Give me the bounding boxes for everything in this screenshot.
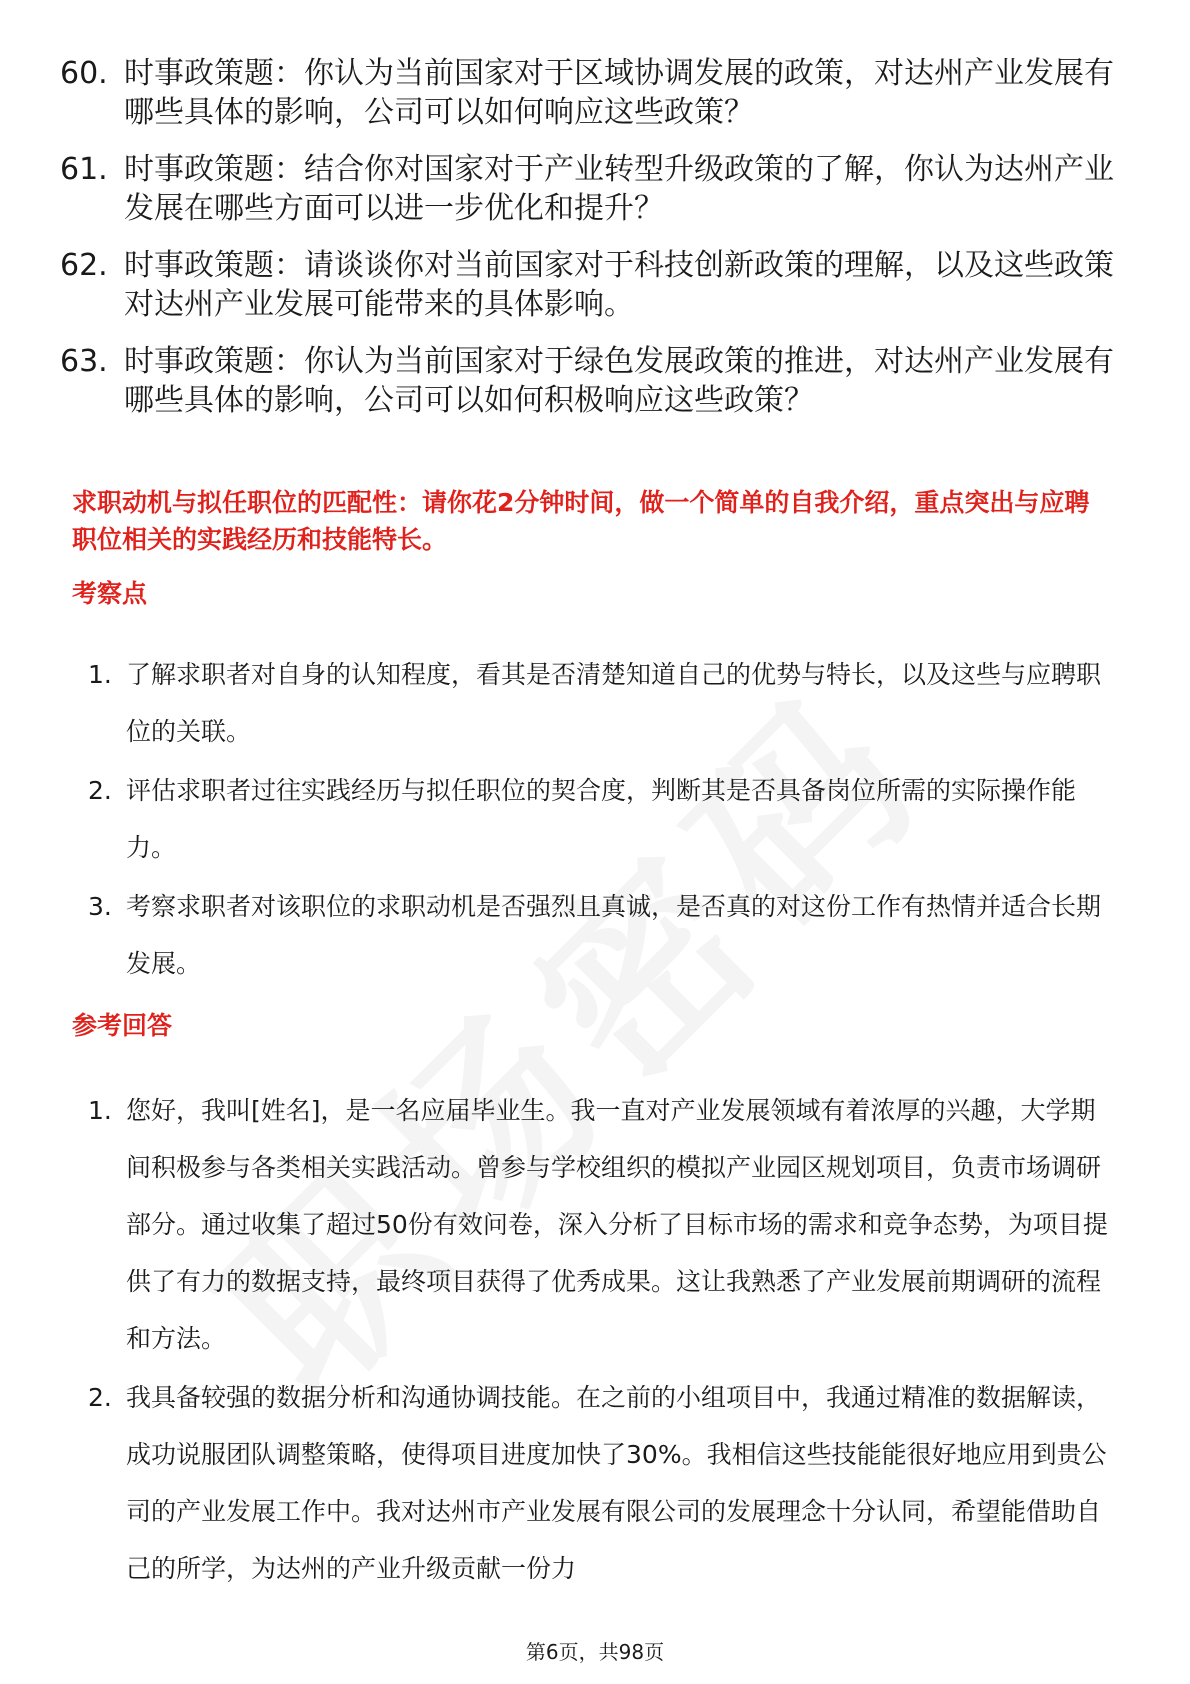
question-item	[60, 246, 1120, 324]
section-heading-assessment: 考察点	[72, 579, 148, 608]
question-text: 时事政策题：结合你对国家对于产业转型升级政策的了解，你认为达州产业发展在哪些方面可以进一步优化和提升？	[124, 152, 1114, 226]
question-number: 60.	[60, 56, 108, 91]
list-item	[88, 762, 1118, 876]
answer-list	[88, 1082, 1118, 1599]
question-item	[60, 150, 1120, 228]
assessment-list	[88, 646, 1118, 994]
question-list	[60, 54, 1120, 438]
section-heading-reference-answer: 参考回答	[72, 1011, 173, 1040]
question-item	[60, 54, 1120, 132]
question-text: 时事政策题：请谈谈你对当前国家对于科技创新政策的理解，以及这些政策对达州产业发展可能带来的具体影响。	[124, 248, 1114, 322]
list-item	[88, 646, 1118, 760]
list-number: 2.	[88, 776, 112, 805]
question-number: 61.	[60, 152, 108, 187]
question-number: 62.	[60, 248, 108, 283]
list-text: 您好，我叫[姓名]，是一名应届毕业生。我一直对产业发展领域有着浓厚的兴趣，大学期间积极参与各类相关实践活动。曾参与学校组织的模拟产业园区规划项目，负责市场调研部分。通过收集了超过50份有效问卷，深入分析了目标市场的需求和竞争态势，为项目提供了有力的数据支持，最终项目获得了优秀成果。这让我熟悉了产业发展前期调研的流程和方法。	[126, 1096, 1108, 1353]
question-text: 时事政策题：你认为当前国家对于绿色发展政策的推进，对达州产业发展有哪些具体的影响，公司可以如何积极响应这些政策？	[124, 344, 1114, 418]
list-number: 3.	[88, 892, 112, 921]
list-text: 我具备较强的数据分析和沟通协调技能。在之前的小组项目中，我通过精准的数据解读，成功说服团队调整策略，使得项目进度加快了30%。我相信这些技能能很好地应用到贵公司的产业发展工作中。我对达州市产业发展有限公司的发展理念十分认同，希望能借助自己的所学，为达州的产业升级贡献一份力	[126, 1383, 1107, 1583]
list-number: 1.	[88, 660, 112, 689]
question-text: 时事政策题：你认为当前国家对于区域协调发展的政策，对达州产业发展有哪些具体的影响，公司可以如何响应这些政策？	[124, 56, 1114, 130]
interview-prompt: 求职动机与拟任职位的匹配性：请你花2分钟时间，做一个简单的自我介绍，重点突出与应聘职位相关的实践经历和技能特长。	[72, 488, 1090, 554]
list-number: 2.	[88, 1383, 112, 1412]
question-item	[60, 342, 1120, 420]
list-number: 1.	[88, 1096, 112, 1125]
list-text: 了解求职者对自身的认知程度，看其是否清楚知道自己的优势与特长，以及这些与应聘职位的关联。	[126, 660, 1102, 746]
list-item	[88, 1369, 1118, 1597]
page-footer: 第6页，共98页	[525, 1640, 665, 1664]
list-text: 评估求职者过往实践经历与拟任职位的契合度，判断其是否具备岗位所需的实际操作能力。	[126, 776, 1077, 862]
list-item	[88, 1082, 1118, 1367]
list-item	[88, 878, 1118, 992]
question-number: 63.	[60, 344, 108, 379]
list-text: 考察求职者对该职位的求职动机是否强烈且真诚，是否真的对这份工作有热情并适合长期发展。	[126, 892, 1102, 978]
